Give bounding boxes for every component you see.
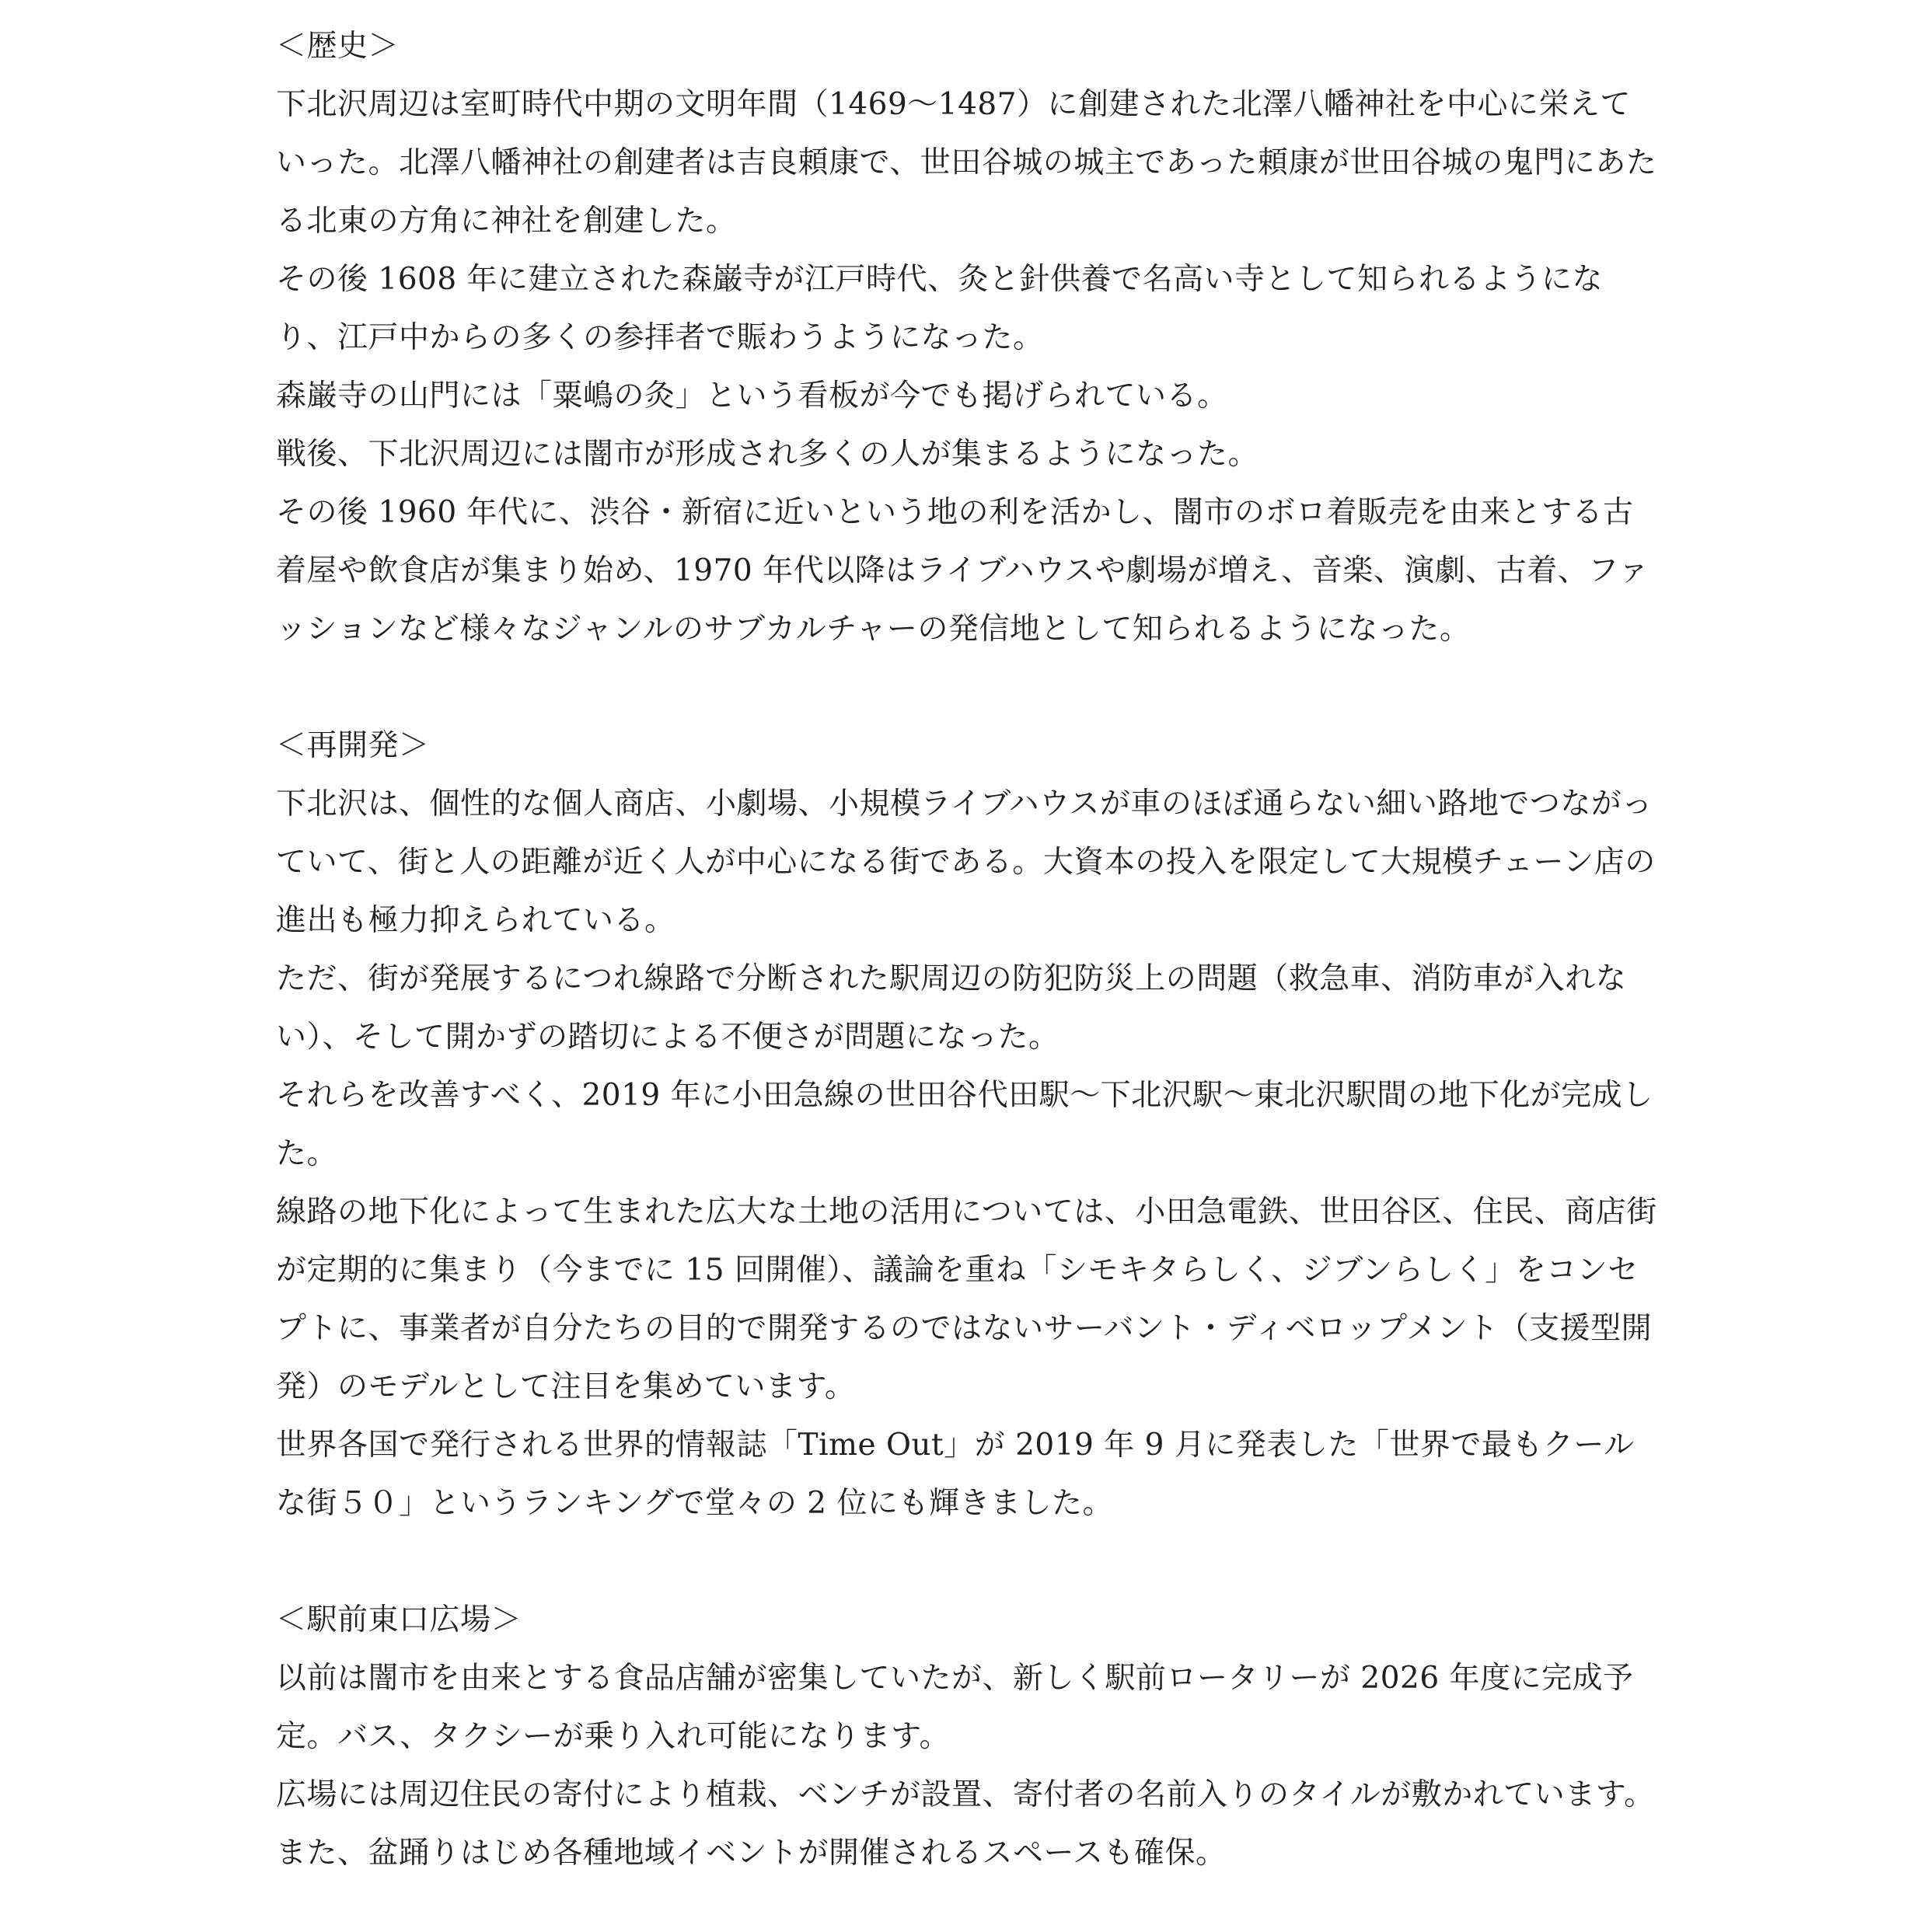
section-heading-history: ＜歴史＞ xyxy=(276,29,400,64)
paragraph: 下北沢周辺は室町時代中期の文明年間（1469〜1487）に創建された北澤八幡神社を中心に栄えていった。北澤八幡神社の創建者は吉良頼康で、世田谷城の城主であった頼康が世田谷城の鬼門にあたる北東の方角に神社を創建した。 xyxy=(276,87,1657,239)
paragraph: 線路の地下化によって生まれた広大な土地の活用については、小田急電鉄、世田谷区、住民、商店街が定期的に集まり（今までに 15 回開催）、議論を重ね「シモキタらしく、ジブンらしく」をコンセプトに、事業者が自分たちの目的で開発するのではないサーバント・ディベロップメント（支援型開発）のモデルとして注目を集めています。 xyxy=(276,1194,1657,1404)
paragraph: その後 1608 年に建立された森巌寺が江戸時代、灸と針供養で名高い寺として知られるようになり、江戸中からの多くの参拝者で賑わうようになった。 xyxy=(276,262,1604,355)
section-heading-east-exit-plaza: ＜駅前東口広場＞ xyxy=(276,1602,522,1637)
paragraph: ただ、街が発展するにつれ線路で分断された駅周辺の防犯防災上の問題（救急車、消防車が入れない）、そして開かずの踏切による不便さが問題になった。 xyxy=(276,961,1627,1055)
section-redevelopment xyxy=(276,717,1660,1533)
paragraph: 以前は闇市を由来とする食品店舗が密集していたが、新しく駅前ロータリーが 2026 年度に完成予定。バス、タクシーが乗り入れ可能になります。 xyxy=(276,1661,1634,1754)
paragraph: 広場には周辺住民の寄付により植栽、ベンチが設置、寄付者の名前入りのタイルが敷かれています。また、盆踊りはじめ各種地域イベントが開催されるスペースも確保。 xyxy=(276,1777,1655,1871)
paragraph: その後 1960 年代に、渋谷・新宿に近いという地の利を活かし、闇市のボロ着販売を由来とする古着屋や飲食店が集まり始め、1970 年代以降はライブハウスや劇場が増え、音楽、演劇、古着、ファッションなど様々なジャンルのサブカルチャーの発信地として知られるようになった。 xyxy=(276,495,1649,647)
paragraph: 世界各国で発行される世界的情報誌「Time Out」が 2019 年 9 月に発表した「世界で最もクールな街５０」というランキングで堂々の 2 位にも輝きました。 xyxy=(276,1428,1635,1521)
paragraph: それらを改善すべく、2019 年に小田急線の世田谷代田駅〜下北沢駅〜東北沢駅間の地下化が完成した。 xyxy=(276,1078,1653,1171)
section-east-exit-plaza xyxy=(276,1591,1660,1882)
section-heading-redevelopment: ＜再開発＞ xyxy=(276,728,430,763)
paragraph: 森巌寺の山門には「粟嶋の灸」という看板が今でも掲げられている。 xyxy=(276,378,1228,413)
paragraph: 下北沢は、個性的な個人商店、小劇場、小規模ライブハウスが車のほぼ通らない細い路地でつながっていて、街と人の距離が近く人が中心になる街である。大資本の投入を限定して大規模チェーン店の進出も極力抑えられている。 xyxy=(276,786,1656,938)
paragraph: 戦後、下北沢周辺には闇市が形成され多くの人が集まるようになった。 xyxy=(276,437,1259,472)
section-history xyxy=(276,17,1660,658)
document-body xyxy=(276,17,1660,1882)
